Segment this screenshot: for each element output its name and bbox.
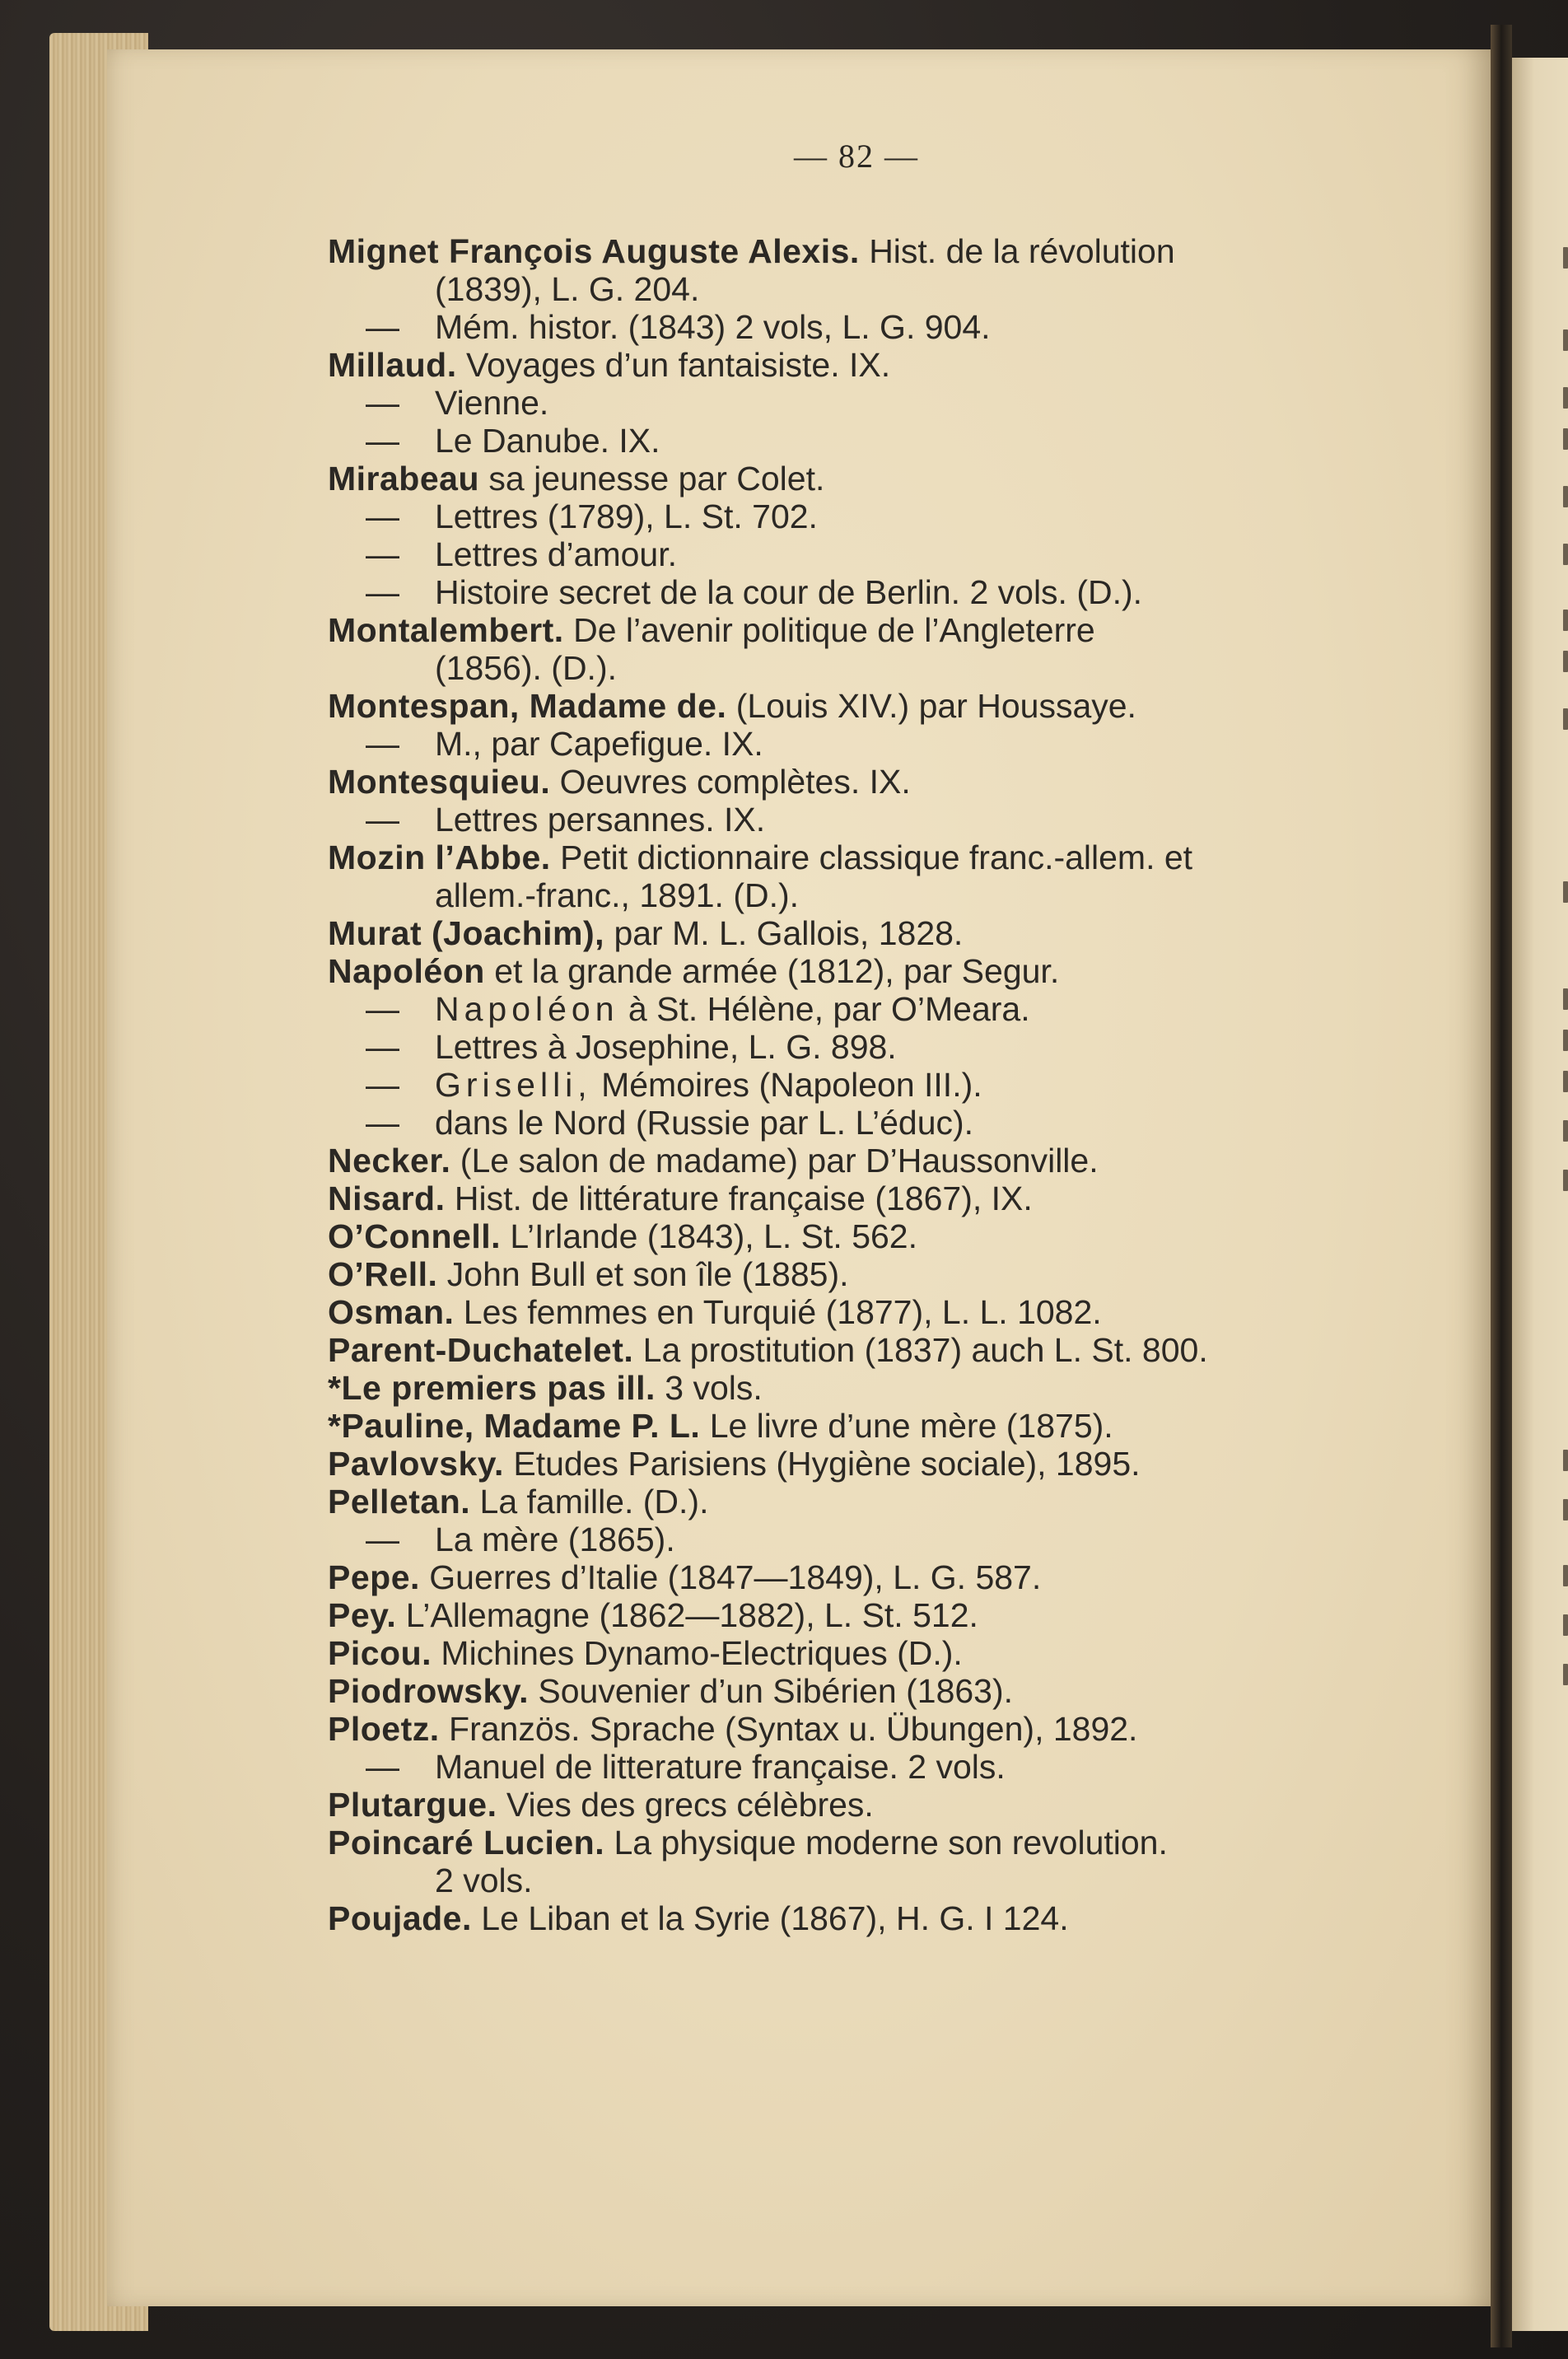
entry-heading: Osman. [328,1293,455,1331]
sub-entry [328,1066,1415,1104]
bibliography-entry [328,1634,1415,1672]
entry-text: (Louis XIV.) par Houssaye. [726,687,1136,725]
sub-entry [328,990,1415,1028]
book-gutter [1491,25,1512,2347]
entry-heading: Mozin l’Abbe. [328,838,551,876]
bibliography-entry [328,952,1415,990]
entry-heading: Picou. [328,1634,432,1672]
bibliography-entry [328,1596,1415,1634]
entry-text: Lettres (1789), L. St. 702. [435,497,818,535]
entry-text: De l’avenir politique de l’Angleterre [563,611,1095,649]
bibliography-entry [328,1369,1415,1407]
bleed-mark [1563,988,1568,1010]
entry-text: L’Irlande (1843), L. St. 562. [501,1217,917,1255]
entry-text: Hist. de la révolution [859,232,1175,270]
continuation-dash: — [366,1748,399,1786]
entry-text: Mém. histor. (1843) 2 vols, L. G. 904. [435,308,991,346]
sub-entry [328,384,1415,422]
bleed-mark [1563,1664,1568,1685]
entry-text: Vies des grecs célèbres. [497,1786,874,1824]
entry-heading: Montespan, Madame de. [328,687,727,725]
bibliography-entry [328,1293,1415,1331]
continuation-dash: — [366,422,399,460]
entry-text: Lettres à Josephine, L. G. 898. [435,1028,897,1066]
bibliography-entry [328,914,1415,952]
bleed-mark [1563,1614,1568,1636]
entry-heading: Parent-Duchatelet. [328,1331,634,1369]
bleed-mark [1563,544,1568,565]
entry-text: (Le salon de madame) par D’Haussonville. [450,1142,1099,1180]
continuation-dash: — [366,725,399,763]
entry-heading: Pelletan. [328,1483,471,1521]
continuation-dash: — [366,308,399,346]
bleed-mark [1563,651,1568,672]
entry-text: Etudes Parisiens (Hygiène sociale), 1895. [503,1445,1141,1483]
bibliography-list [328,232,1415,1937]
entry-heading: Piodrowsky. [328,1672,529,1710]
continuation-dash: — [366,573,399,611]
entry-continuation: (1856). (D.). [435,649,617,687]
entry-text: M., par Capefigue. IX. [435,725,763,763]
entry-text: Histoire secret de la cour de Berlin. 2 vols. (D.). [435,573,1143,611]
bibliography-entry [328,1445,1415,1483]
spaced-title: Griselli, [435,1066,592,1104]
entry-heading: Poujade. [328,1899,472,1937]
entry-text: Michines Dynamo-Electriques (D.). [432,1634,963,1672]
continuation-dash: — [366,1521,399,1558]
bibliography-entry [328,1255,1415,1293]
entry-text: Guerres d’Italie (1847—1849), L. G. 587. [419,1558,1042,1596]
sub-entry [328,1104,1415,1142]
facing-page-edge [1512,58,1568,2331]
entry-text: Lettres persannes. IX. [435,801,766,838]
continuation-dash: — [366,1104,399,1142]
entry-heading: Necker. [328,1142,451,1180]
bibliography-entry [328,1558,1415,1596]
entry-text: sa jeunesse par Colet. [479,460,825,497]
continuation-dash: — [366,1028,399,1066]
entry-text: 3 vols. [655,1369,763,1407]
page-number: — 82 — [794,138,919,175]
bleed-mark [1563,428,1568,450]
entry-text: John Bull et son île (1885). [437,1255,849,1293]
continuation-dash: — [366,535,399,573]
bleed-mark [1563,486,1568,507]
entry-text: L’Allemagne (1862—1882), L. St. 512. [396,1596,978,1634]
entry-heading: Murat (Joachim), [328,914,605,952]
entry-text: par M. L. Gallois, 1828. [604,914,964,952]
entry-heading: *Le premiers pas ill. [328,1369,656,1407]
bibliography-entry [328,1672,1415,1710]
entry-heading: Millaud. [328,346,457,384]
entry-heading: *Pauline, Madame P. L. [328,1407,701,1445]
entry-text: Voyages d’un fantaisiste. IX. [456,346,891,384]
bibliography-entry [328,232,1415,308]
bleed-mark [1563,708,1568,730]
spaced-title: Napoléon [435,990,619,1028]
entry-text: dans le Nord (Russie par L. L’éduc). [435,1104,974,1142]
bibliography-entry [328,611,1415,687]
bibliography-entry [328,1142,1415,1180]
entry-text: Petit dictionnaire classique franc.-allem. et [550,838,1193,876]
entry-text: La prostitution (1837) auch L. St. 800. [633,1331,1208,1369]
entry-continuation: (1839), L. G. 204. [435,270,700,308]
sub-entry [328,422,1415,460]
sub-entry [328,1521,1415,1558]
entry-continuation: 2 vols. [435,1862,533,1899]
bibliography-entry [328,1710,1415,1748]
sub-entry [328,535,1415,573]
entry-heading: Montalembert. [328,611,564,649]
bibliography-entry [328,838,1415,914]
bibliography-entry [328,1786,1415,1824]
bleed-mark [1563,329,1568,351]
entry-heading: Poincaré Lucien. [328,1824,605,1862]
bibliography-entry [328,1483,1415,1521]
bibliography-entry [328,1180,1415,1217]
entry-text: Les femmes en Turquié (1877), L. L. 1082. [454,1293,1102,1331]
entry-heading: Mignet François Auguste Alexis. [328,232,860,270]
entry-text: Französ. Sprache (Syntax u. Übungen), 1892. [439,1710,1138,1748]
entry-text: Le Danube. IX. [435,422,660,460]
bibliography-entry [328,763,1415,801]
bleed-mark [1563,247,1568,269]
continuation-dash: — [366,1066,399,1104]
entry-text: Lettres d’amour. [435,535,677,573]
bleed-mark [1563,1499,1568,1521]
entry-text: Hist. de littérature française (1867), IX. [445,1180,1033,1217]
sub-entry [328,725,1415,763]
bibliography-entry [328,460,1415,497]
entry-heading: Nisard. [328,1180,446,1217]
bibliography-entry [328,687,1415,725]
entry-heading: Plutargue. [328,1786,497,1824]
sub-entry [328,1748,1415,1786]
entry-text: Le livre d’une mère (1875). [700,1407,1113,1445]
entry-continuation: allem.-franc., 1891. (D.). [435,876,800,914]
sub-entry [328,573,1415,611]
bibliography-entry [328,1407,1415,1445]
bibliography-entry [328,1824,1415,1899]
entry-text: La mère (1865). [435,1521,675,1558]
continuation-dash: — [366,384,399,422]
entry-heading: Pepe. [328,1558,420,1596]
bleed-mark [1563,1030,1568,1051]
bibliography-entry [328,1331,1415,1369]
bleed-mark [1563,1170,1568,1191]
bleed-mark [1563,1450,1568,1471]
entry-text: Manuel de litterature française. 2 vols. [435,1748,1006,1786]
entry-heading: O’Connell. [328,1217,501,1255]
entry-text: Souvenier d’un Sibérien (1863). [528,1672,1014,1710]
bleed-mark [1563,1071,1568,1092]
entry-text: à St. Hélène, par O’Meara. [618,990,1030,1028]
entry-text: Mémoires (Napoleon III.). [591,1066,982,1104]
continuation-dash: — [366,990,399,1028]
bleed-mark [1563,610,1568,631]
sub-entry [328,497,1415,535]
entry-heading: Ploetz. [328,1710,440,1748]
entry-heading: O’Rell. [328,1255,438,1293]
entry-text: La famille. (D.). [470,1483,709,1521]
entry-text: Le Liban et la Syrie (1867), H. G. I 124. [471,1899,1069,1937]
continuation-dash: — [366,497,399,535]
entry-heading: Montesquieu. [328,763,551,801]
entry-text: et la grande armée (1812), par Segur. [484,952,1060,990]
bleed-mark [1563,1120,1568,1142]
bibliography-entry [328,346,1415,384]
entry-heading: Napoléon [328,952,485,990]
entry-text: Oeuvres complètes. IX. [550,763,911,801]
entry-text: Vienne. [435,384,549,422]
bibliography-entry [328,1899,1415,1937]
bleed-mark [1563,881,1568,903]
continuation-dash: — [366,801,399,838]
entry-heading: Mirabeau [328,460,479,497]
entry-text: La physique moderne son revolution. [604,1824,1168,1862]
bleed-mark [1563,387,1568,409]
entry-heading: Pey. [328,1596,397,1634]
sub-entry [328,801,1415,838]
sub-entry [328,308,1415,346]
entry-heading: Pavlovsky. [328,1445,504,1483]
sub-entry [328,1028,1415,1066]
bibliography-entry [328,1217,1415,1255]
bleed-mark [1563,1565,1568,1586]
